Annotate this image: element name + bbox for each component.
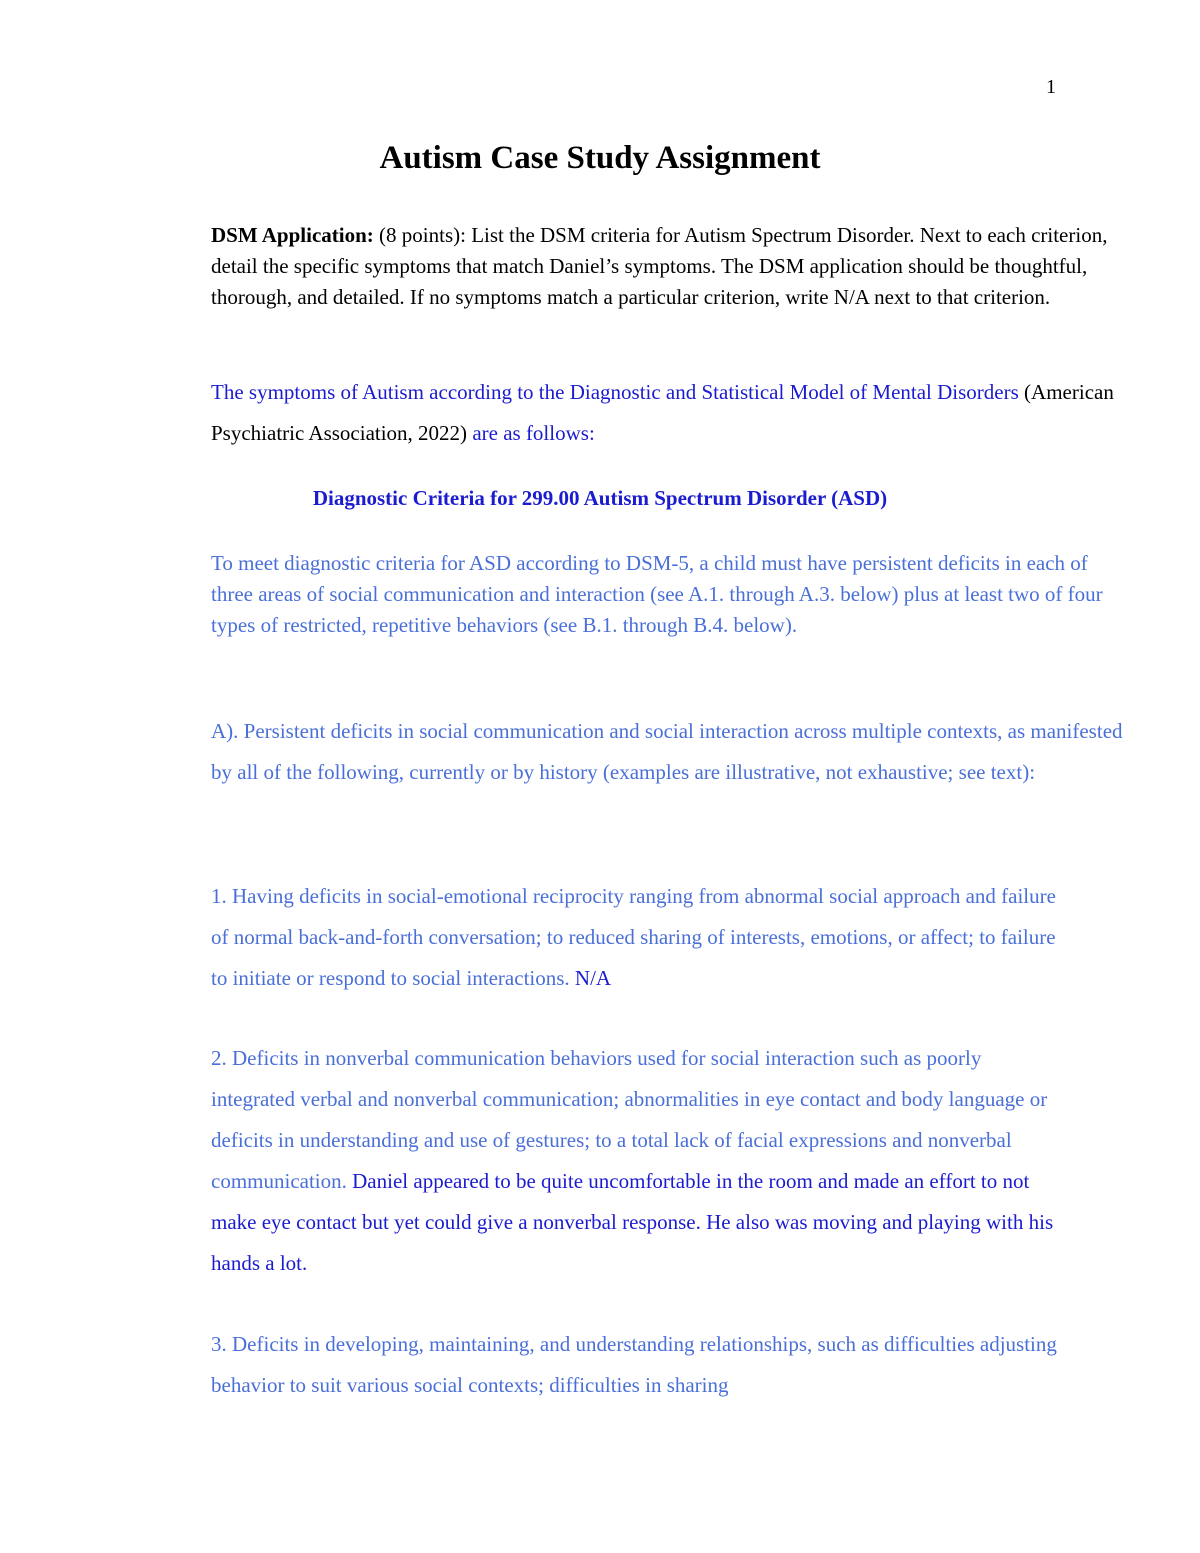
- intro-text-after: are as follows:: [472, 421, 595, 445]
- dsm-application-paragraph: [140, 220, 1131, 313]
- intro-text-before: The symptoms of Autism according to the Diagnostic and Statistical Model of Mental Disorders: [211, 380, 1019, 404]
- section-a-paragraph: A). Persistent deficits in social communication and social interaction across multiple contexts, as manifested by all of the following, currently or by history (examples are illustrative, not exhaustive; see text):: [211, 719, 1123, 784]
- criterion-text: 1. Having deficits in social-emotional reciprocity ranging from abnormal social approach and failure of normal back-and-forth conversation; to reduced sharing of interests, emotions, or affect; to failure to initiate or respond to social interactions.: [211, 884, 1056, 990]
- dsm-application-label: DSM Application:: [211, 223, 374, 247]
- page-number: 1: [1046, 76, 1056, 98]
- criterion-response: N/A: [574, 966, 612, 990]
- criterion-a3: [211, 1324, 1061, 1406]
- intro-citation: (American Psychiatric Association, 2022): [211, 380, 1114, 445]
- criteria-heading: Diagnostic Criteria for 299.00 Autism Spectrum Disorder (ASD): [312, 486, 888, 510]
- criterion-response: Daniel appeared to be quite uncomfortable in the room and made an effort to not make eye contact but yet could give a nonverbal response. He also was moving and playing with his hands a lot.: [211, 1169, 1054, 1275]
- document-title: Autism Case Study Assignment: [379, 140, 821, 176]
- intro-paragraph: [140, 372, 1131, 454]
- criterion-text: 2. Deficits in nonverbal communication behaviors used for social interaction such as poorly integrated verbal and nonverbal communication; abnormalities in eye contact and body language or deficits in understanding and use of gestures; to a total lack of facial expressions and nonverbal communication.: [211, 1046, 1048, 1193]
- criterion-a2: [211, 1038, 1061, 1284]
- criterion-a1: [211, 876, 1061, 999]
- criteria-intro-paragraph: To meet diagnostic criteria for ASD according to DSM-5, a child must have persistent deficits in each of three areas of social communication and interaction (see A.1. through A.3. below) plus at least two of four types of restricted, repetitive behaviors (see B.1. through B.4. below).: [211, 551, 1103, 637]
- criterion-text: 3. Deficits in developing, maintaining, and understanding relationships, such as difficulties adjusting behavior to suit various social contexts; difficulties in sharing: [211, 1332, 1057, 1397]
- dsm-application-text: (8 points): List the DSM criteria for Autism Spectrum Disorder. Next to each criterion, detail the specific symptoms that match Daniel’s symptoms. The DSM application should be thoughtful, thorough, and detailed. If no symptoms match a particular criterion, write N/A next to that criterion.: [211, 223, 1108, 309]
